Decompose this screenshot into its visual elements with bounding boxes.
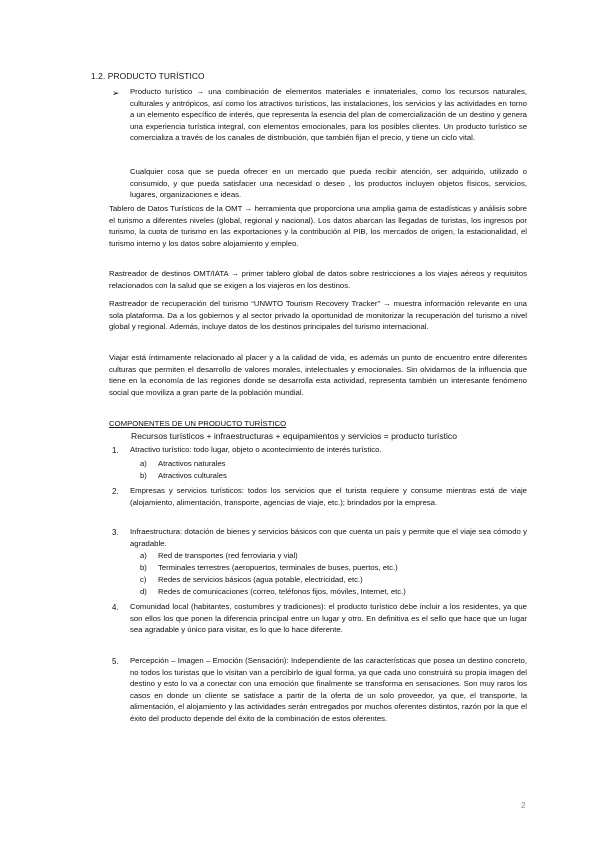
list-item-text: Atractivo turístico: todo lugar, objeto o acontecimiento de interés turístico. xyxy=(130,445,382,454)
sub-marker: a) xyxy=(140,459,147,468)
sub-text: Redes de servicios básicos (agua potable, electricidad, etc.) xyxy=(158,575,363,584)
iata-tracker-paragraph: Rastreador de destinos OMT/IATA → primer tablero global de datos sobre restricciones a los viajes aéreos y requisitos relacionados con la salud que se exigen a los viajeros en los destinos. xyxy=(109,269,527,290)
page-number: 2 xyxy=(521,801,526,810)
list-item-text: Infraestructura: dotación de bienes y servicios básicos con que cuenta un país y permite que el viaje sea cómodo y agradable. xyxy=(130,527,527,548)
formula-line: Recursos turísticos + infraestructuras + equipamientos y servicios = producto turístico xyxy=(131,431,457,441)
list-number: 2. xyxy=(112,487,119,496)
sub-text: Atractivos culturales xyxy=(158,471,227,480)
sub-marker: a) xyxy=(140,551,147,560)
sub-list-item xyxy=(140,562,398,574)
recovery-tracker-paragraph: Rastreador de recuperación del turismo “UNWTO Tourism Recovery Tracker” → muestra información relevante en una sola plataforma. Da a los gobiernos y al sector privado la oportunidad de monitorizar la recuperación del turismo a nivel global y regional. Además, incluye datos de los destinos principales del turismo internacional. xyxy=(109,299,527,331)
omt-dashboard-paragraph: Tablero de Datos Turísticos de la OMT → herramienta que proporciona una amplia gama de estadísticas y análisis sobre el turismo a diferentes niveles (global, regional y nacional). Los datos abarcan las llegadas de turistas, los ingresos por turismo, la cuota de turismo en las exportaciones y la contribución al PIB, los mercados de origen, la estacionalidad, el turismo interno y los datos sobre alojamiento y empleo. xyxy=(109,204,527,248)
list-number: 1. xyxy=(112,446,119,455)
sub-list-item xyxy=(140,586,406,598)
sub-list-item xyxy=(140,574,363,586)
sub-text: Atractivos naturales xyxy=(158,459,226,468)
list-number: 3. xyxy=(112,528,119,537)
sub-text: Red de transportes (red ferroviaria y vial) xyxy=(158,551,298,560)
list-item-text: Comunidad local (habitantes, costumbres y tradiciones): el producto turístico debe incluir a los residentes, ya que son ellos los que ponen la diferencia principal entre un lugar y otro. En definitiva es el sello que hace que un lugar sea agradable y único para visitar, es lo que lo hace diferente. xyxy=(130,602,527,634)
sub-marker: b) xyxy=(140,471,147,480)
section-heading: 1.2. PRODUCTO TURÍSTICO xyxy=(91,71,205,81)
list-item-text: Percepción – Imagen – Emoción (Sensación): Independiente de las características que posea un destino concreto, no todos los turistas que lo visitan van a percibirlo de igual forma, ya que cada uno construirá su propia imagen del destino y esto lo va a conectar con una emoción que finalmente se transforma en sensaciones. Son muy raros los casos en donde un cliente se satisface a partir de la oferta de un solo proveedor, ya que, el transporte, la alimentación, el alojamiento y las actividades serán entregados por muchos oferentes distintos, razón por la que el éxito del producto depende del éxito de la combinación de estos oferentes. xyxy=(130,656,527,723)
sub-marker: c) xyxy=(140,575,147,584)
sub-marker: b) xyxy=(140,563,147,572)
sub-list-item xyxy=(140,470,227,482)
intro-paragraph-1: Producto turístico → una combinación de elementos materiales e inmateriales, como los recursos naturales, culturales y antrópicos, así como los atractivos turísticos, las instalaciones, los servicios y las actividades en torno a un elemento específico de interés, que representa la esencia del plan de comercialización de un destino y genera una experiencia turística integral, con elementos emocionales, para los posibles clientes. Un producto turístico se comercializa a través de los canales de distribución, que también fijan el precio, y tiene un ciclo vital. xyxy=(130,87,527,142)
list-item-text: Empresas y servicios turísticos: todos los servicios que el turista requiere y consume mientras está de viaje (alojamiento, alimentación, transporte, agencias de viaje, etc.); brindados por la empresa. xyxy=(130,486,527,507)
list-number: 4. xyxy=(112,603,119,612)
sub-list-item xyxy=(140,458,226,470)
arrow-bullet-icon: ➢ xyxy=(112,88,120,98)
travel-paragraph: Viajar está íntimamente relacionado al placer y a la calidad de vida, es además un punto de encuentro entre diferentes culturas que permiten el desarrollo de valores morales, intelectuales y emocionales. Sin olvidarnos de la influencia que tiene en la economía de las regiones donde se desarrolla esta actividad, representa también un interesante fenómeno social que moviliza a gran parte de la población mundial. xyxy=(109,353,527,397)
sub-list-item xyxy=(140,550,298,562)
components-title: COMPONENTES DE UN PRODUCTO TURÍSTICO xyxy=(109,419,287,428)
sub-marker: d) xyxy=(140,587,147,596)
sub-text: Terminales terrestres (aeropuertos, terminales de buses, puertos, etc.) xyxy=(158,563,398,572)
intro-paragraph-2: Cualquier cosa que se pueda ofrecer en un mercado que pueda recibir atención, ser adquirido, utilizado o consumido, y que pueda satisfacer una necesidad o deseo , los productos incluyen objetos físicos, servicios, lugares, organizaciones e ideas. xyxy=(130,167,527,199)
sub-text: Redes de comunicaciones (correo, teléfonos fijos, móviles, Internet, etc.) xyxy=(158,587,406,596)
list-number: 5. xyxy=(112,657,119,666)
